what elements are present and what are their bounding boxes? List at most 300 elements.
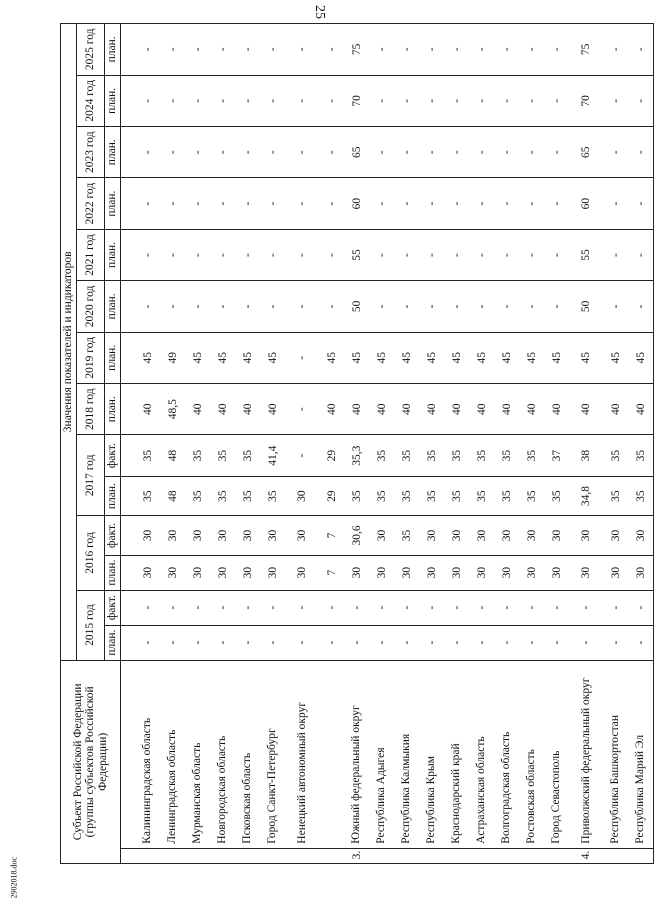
value-cell: - — [210, 229, 235, 280]
value-cell: 45 — [235, 332, 260, 383]
value-cell: 30 — [235, 516, 260, 555]
row-number — [210, 848, 235, 863]
value-cell: - — [394, 625, 419, 660]
value-cell: 40 — [319, 383, 344, 434]
value-cell: - — [135, 229, 160, 280]
value-cell: - — [419, 178, 444, 229]
value-cell: 40 — [569, 383, 603, 434]
value-cell: 45 — [394, 332, 419, 383]
value-cell: 75 — [344, 24, 369, 76]
value-cell: - — [160, 590, 185, 625]
value-cell: - — [135, 281, 160, 332]
value-cell: - — [603, 24, 628, 76]
value-cell: 35 — [369, 476, 394, 515]
year-header: 2017 год — [77, 435, 105, 516]
value-cell: - — [444, 281, 469, 332]
value-cell: 35 — [544, 476, 569, 515]
value-cell: - — [628, 590, 654, 625]
value-cell: - — [235, 229, 260, 280]
value-cell: - — [344, 625, 369, 660]
value-cell: 35 — [603, 476, 628, 515]
value-cell: - — [544, 229, 569, 280]
value-cell: - — [394, 281, 419, 332]
row-number — [519, 848, 544, 863]
subject-name: Псковская область — [235, 660, 260, 848]
sub-header: план. — [105, 476, 121, 515]
subject-name: Город Севастополь — [544, 660, 569, 848]
table-row — [419, 24, 444, 864]
value-cell: - — [444, 24, 469, 76]
value-cell: 40 — [260, 383, 285, 434]
value-cell: 45 — [628, 332, 654, 383]
value-cell: 30 — [285, 516, 319, 555]
value-cell: - — [344, 590, 369, 625]
value-cell: 49 — [160, 332, 185, 383]
value-cell: - — [394, 590, 419, 625]
value-cell: 30 — [569, 555, 603, 590]
subject-name: Южный федеральный округ — [344, 660, 369, 848]
value-cell: - — [235, 178, 260, 229]
value-cell: - — [260, 178, 285, 229]
table-row — [369, 24, 394, 864]
value-cell: 48 — [160, 476, 185, 515]
subject-name — [319, 660, 344, 848]
value-cell: 30 — [185, 516, 210, 555]
value-cell: - — [185, 229, 210, 280]
subject-name: Калининградская область — [135, 660, 160, 848]
value-cell: 30 — [603, 516, 628, 555]
subject-name: Мурманская область — [185, 660, 210, 848]
value-cell: 60 — [569, 178, 603, 229]
value-cell: - — [603, 127, 628, 178]
indicators-table — [60, 23, 654, 864]
value-cell: - — [135, 590, 160, 625]
value-cell: 30 — [344, 555, 369, 590]
year-header: 2025 год — [77, 24, 105, 76]
row-number — [369, 848, 394, 863]
value-cell: 35 — [235, 476, 260, 515]
row-number — [235, 848, 260, 863]
subject-name: Город Санкт-Петербург — [260, 660, 285, 848]
subject-name: Краснодарский край — [444, 660, 469, 848]
row-number — [444, 848, 469, 863]
value-cell: - — [603, 281, 628, 332]
value-cell: 30 — [569, 516, 603, 555]
value-cell: - — [260, 229, 285, 280]
value-cell: 40 — [185, 383, 210, 434]
value-cell: - — [260, 625, 285, 660]
value-cell: 40 — [344, 383, 369, 434]
value-cell: - — [394, 229, 419, 280]
table-row — [260, 24, 285, 864]
value-cell: - — [519, 625, 544, 660]
row-number — [185, 848, 210, 863]
value-cell: - — [260, 75, 285, 126]
row-number — [160, 848, 185, 863]
value-cell: - — [235, 24, 260, 76]
value-cell: - — [319, 127, 344, 178]
value-cell: - — [260, 590, 285, 625]
value-cell: - — [285, 625, 319, 660]
value-cell: - — [394, 75, 419, 126]
row-number — [469, 848, 494, 863]
value-cell: - — [628, 625, 654, 660]
sub-header: план. — [105, 24, 121, 76]
value-cell: - — [260, 127, 285, 178]
table-row — [444, 24, 469, 864]
value-cell: 45 — [569, 332, 603, 383]
value-cell: 45 — [494, 332, 519, 383]
value-cell: - — [628, 229, 654, 280]
subject-name: Республика Башкортостан — [603, 660, 628, 848]
footer-area — [6, 820, 20, 900]
value-cell: 30 — [285, 555, 319, 590]
value-cell: 40 — [544, 383, 569, 434]
value-cell: 35,3 — [344, 435, 369, 477]
row-number — [285, 848, 319, 863]
value-cell: 35 — [469, 476, 494, 515]
value-cell: - — [494, 75, 519, 126]
subject-header: Субъект Российской Федерации (группы субъектов Российской Федерации) — [61, 660, 121, 863]
year-header: 2018 год — [77, 383, 105, 434]
row-number — [319, 848, 344, 863]
value-cell: - — [185, 178, 210, 229]
subject-name: Новгородская область — [210, 660, 235, 848]
value-cell: 48,5 — [160, 383, 185, 434]
subject-name: Волгоградская область — [494, 660, 519, 848]
value-cell: - — [319, 625, 344, 660]
value-cell: 65 — [344, 127, 369, 178]
value-cell: 35 — [394, 476, 419, 515]
value-cell: - — [519, 24, 544, 76]
value-cell: - — [419, 127, 444, 178]
sub-header: план. — [105, 555, 121, 590]
value-cell: - — [603, 229, 628, 280]
value-cell: 30 — [260, 516, 285, 555]
value-cell: 30 — [469, 555, 494, 590]
row-number — [494, 848, 519, 863]
value-cell: - — [369, 281, 394, 332]
row-number — [603, 848, 628, 863]
year-header: 2024 год — [77, 75, 105, 126]
value-cell: 45 — [344, 332, 369, 383]
value-cell: - — [419, 75, 444, 126]
value-cell: - — [210, 24, 235, 76]
sub-header: план. — [105, 127, 121, 178]
value-cell: - — [544, 178, 569, 229]
sub-header: план. — [105, 281, 121, 332]
value-cell: - — [160, 178, 185, 229]
table-row — [344, 24, 369, 864]
value-cell: - — [285, 383, 319, 434]
value-cell: 45 — [419, 332, 444, 383]
value-cell: - — [185, 75, 210, 126]
value-cell: - — [319, 178, 344, 229]
value-cell: - — [494, 229, 519, 280]
sub-header: факт. — [105, 516, 121, 555]
value-cell: - — [235, 625, 260, 660]
value-cell: 30 — [135, 555, 160, 590]
value-cell: 40 — [603, 383, 628, 434]
value-cell: 30 — [235, 555, 260, 590]
value-cell: - — [494, 590, 519, 625]
value-cell: 35 — [135, 476, 160, 515]
value-cell: 35 — [210, 476, 235, 515]
subject-name: Ненецкий автономный округ — [285, 660, 319, 848]
value-cell: 45 — [135, 332, 160, 383]
value-cell: 30 — [494, 516, 519, 555]
value-cell: 35 — [603, 435, 628, 477]
value-cell: - — [369, 24, 394, 76]
table-row — [569, 24, 603, 864]
value-cell: - — [319, 75, 344, 126]
value-cell: 45 — [260, 332, 285, 383]
value-cell: 60 — [344, 178, 369, 229]
year-header: 2015 год — [77, 590, 105, 660]
value-cell: - — [603, 625, 628, 660]
table-row — [519, 24, 544, 864]
year-header: 2022 год — [77, 178, 105, 229]
value-cell: - — [544, 281, 569, 332]
value-cell: 45 — [444, 332, 469, 383]
value-cell: - — [285, 24, 319, 76]
value-cell: - — [419, 281, 444, 332]
value-cell: 35 — [235, 435, 260, 477]
value-cell: 50 — [569, 281, 603, 332]
value-cell: - — [160, 24, 185, 76]
sub-header: план. — [105, 229, 121, 280]
value-cell: - — [419, 24, 444, 76]
table-row — [210, 24, 235, 864]
value-cell: - — [210, 625, 235, 660]
value-cell: - — [519, 75, 544, 126]
value-cell: - — [469, 281, 494, 332]
value-cell: - — [160, 127, 185, 178]
value-cell: - — [260, 24, 285, 76]
value-cell: 30 — [444, 516, 469, 555]
value-cell: 30 — [210, 555, 235, 590]
value-cell: 70 — [569, 75, 603, 126]
value-cell: - — [494, 281, 519, 332]
value-cell: 30,6 — [344, 516, 369, 555]
subject-name: Республика Крым — [419, 660, 444, 848]
value-cell: - — [369, 590, 394, 625]
value-cell: - — [444, 178, 469, 229]
sub-header: факт. — [105, 435, 121, 477]
value-cell: 35 — [628, 476, 654, 515]
value-cell: - — [519, 281, 544, 332]
value-cell: - — [628, 127, 654, 178]
value-cell: - — [394, 127, 419, 178]
value-cell: 35 — [444, 435, 469, 477]
value-cell: - — [603, 75, 628, 126]
value-cell: 41,4 — [260, 435, 285, 477]
value-cell: 30 — [628, 516, 654, 555]
table-row — [285, 24, 319, 864]
value-cell: - — [494, 24, 519, 76]
table-row — [185, 24, 210, 864]
value-cell: 40 — [135, 383, 160, 434]
value-cell: 35 — [260, 476, 285, 515]
value-cell: 30 — [285, 476, 319, 515]
value-cell: - — [285, 178, 319, 229]
value-cell: 48 — [160, 435, 185, 477]
value-cell: - — [469, 590, 494, 625]
value-cell: 35 — [135, 435, 160, 477]
value-cell: - — [369, 75, 394, 126]
header-row-1 — [61, 24, 77, 864]
value-cell: - — [628, 75, 654, 126]
value-cell: - — [285, 229, 319, 280]
value-cell: 30 — [603, 555, 628, 590]
rotated-page — [60, 23, 647, 864]
year-header: 2023 год — [77, 127, 105, 178]
value-cell: 35 — [419, 476, 444, 515]
row-number — [628, 848, 654, 863]
value-cell: - — [160, 75, 185, 126]
table-row — [469, 24, 494, 864]
row-number: 4. — [569, 848, 603, 863]
value-cell: 35 — [494, 476, 519, 515]
value-cell: 35 — [185, 435, 210, 477]
value-cell: - — [185, 24, 210, 76]
value-cell: 30 — [469, 516, 494, 555]
value-cell: 40 — [235, 383, 260, 434]
value-cell: - — [185, 625, 210, 660]
value-cell: 30 — [444, 555, 469, 590]
value-cell: - — [569, 625, 603, 660]
value-cell: 30 — [135, 516, 160, 555]
value-cell: - — [235, 590, 260, 625]
value-cell: - — [210, 75, 235, 126]
value-cell: - — [419, 229, 444, 280]
value-cell: - — [135, 75, 160, 126]
value-cell: 30 — [160, 516, 185, 555]
value-cell: - — [135, 24, 160, 76]
value-cell: - — [319, 229, 344, 280]
value-cell: 45 — [519, 332, 544, 383]
value-cell: 45 — [210, 332, 235, 383]
value-cell: 45 — [185, 332, 210, 383]
value-cell: 30 — [419, 555, 444, 590]
value-cell: 7 — [319, 555, 344, 590]
value-cell: - — [444, 127, 469, 178]
value-cell: - — [210, 178, 235, 229]
row-number — [419, 848, 444, 863]
value-cell: 35 — [369, 435, 394, 477]
year-header: 2020 год — [77, 281, 105, 332]
sub-header: план. — [105, 383, 121, 434]
value-cell: - — [260, 281, 285, 332]
value-cell: - — [628, 281, 654, 332]
value-cell: - — [544, 625, 569, 660]
value-cell: 30 — [369, 516, 394, 555]
table-row — [394, 24, 419, 864]
value-cell: 30 — [210, 516, 235, 555]
value-cell: 30 — [369, 555, 394, 590]
value-cell: 40 — [210, 383, 235, 434]
value-cell: - — [469, 178, 494, 229]
value-cell: 35 — [469, 435, 494, 477]
value-cell: - — [419, 625, 444, 660]
sub-header: план. — [105, 178, 121, 229]
value-cell: - — [369, 229, 394, 280]
value-cell: - — [519, 127, 544, 178]
value-cell: - — [569, 590, 603, 625]
value-cell: 35 — [519, 476, 544, 515]
table-row — [135, 24, 160, 864]
value-cell: 29 — [319, 435, 344, 477]
value-cell: 35 — [419, 435, 444, 477]
value-cell: - — [135, 625, 160, 660]
value-cell: - — [160, 229, 185, 280]
value-cell: - — [603, 178, 628, 229]
subject-name: Республика Калмыкия — [394, 660, 419, 848]
value-cell: - — [160, 281, 185, 332]
value-cell: - — [444, 590, 469, 625]
value-cell: - — [135, 127, 160, 178]
row-number: 3. — [344, 848, 369, 863]
value-cell: - — [469, 229, 494, 280]
value-cell: - — [494, 625, 519, 660]
table-row — [603, 24, 628, 864]
value-cell: - — [469, 75, 494, 126]
value-cell: 35 — [185, 476, 210, 515]
value-cell: - — [185, 590, 210, 625]
value-cell: - — [210, 590, 235, 625]
value-cell: 30 — [160, 555, 185, 590]
value-cell: - — [494, 127, 519, 178]
value-cell: 40 — [419, 383, 444, 434]
value-cell: 40 — [469, 383, 494, 434]
row-number — [135, 848, 160, 863]
value-cell: - — [235, 281, 260, 332]
value-cell: - — [469, 127, 494, 178]
value-cell: 30 — [544, 555, 569, 590]
value-cell: 35 — [210, 435, 235, 477]
subject-name: Республика Марий Эл — [628, 660, 654, 848]
values-header: Значения показателей и индикаторов — [61, 24, 77, 661]
page-number: 25 — [312, 5, 327, 19]
value-cell: - — [469, 625, 494, 660]
value-cell: 30 — [519, 516, 544, 555]
value-cell: 40 — [369, 383, 394, 434]
value-cell: 35 — [344, 476, 369, 515]
value-cell: 40 — [628, 383, 654, 434]
value-cell: - — [394, 24, 419, 76]
value-cell: - — [519, 229, 544, 280]
spacer-row — [121, 24, 136, 864]
value-cell: 30 — [628, 555, 654, 590]
value-cell: 30 — [419, 516, 444, 555]
value-cell: - — [235, 127, 260, 178]
value-cell: - — [519, 178, 544, 229]
value-cell: 30 — [519, 555, 544, 590]
table-body — [121, 24, 654, 864]
table-row — [494, 24, 519, 864]
value-cell: - — [444, 75, 469, 126]
value-cell: 45 — [603, 332, 628, 383]
value-cell: 35 — [519, 435, 544, 477]
value-cell: - — [603, 590, 628, 625]
sub-header: план. — [105, 75, 121, 126]
value-cell: - — [544, 75, 569, 126]
value-cell: - — [419, 590, 444, 625]
value-cell: - — [544, 24, 569, 76]
value-cell: 50 — [344, 281, 369, 332]
value-cell: 30 — [394, 555, 419, 590]
footer-filename: 2902018.doc — [9, 856, 19, 899]
